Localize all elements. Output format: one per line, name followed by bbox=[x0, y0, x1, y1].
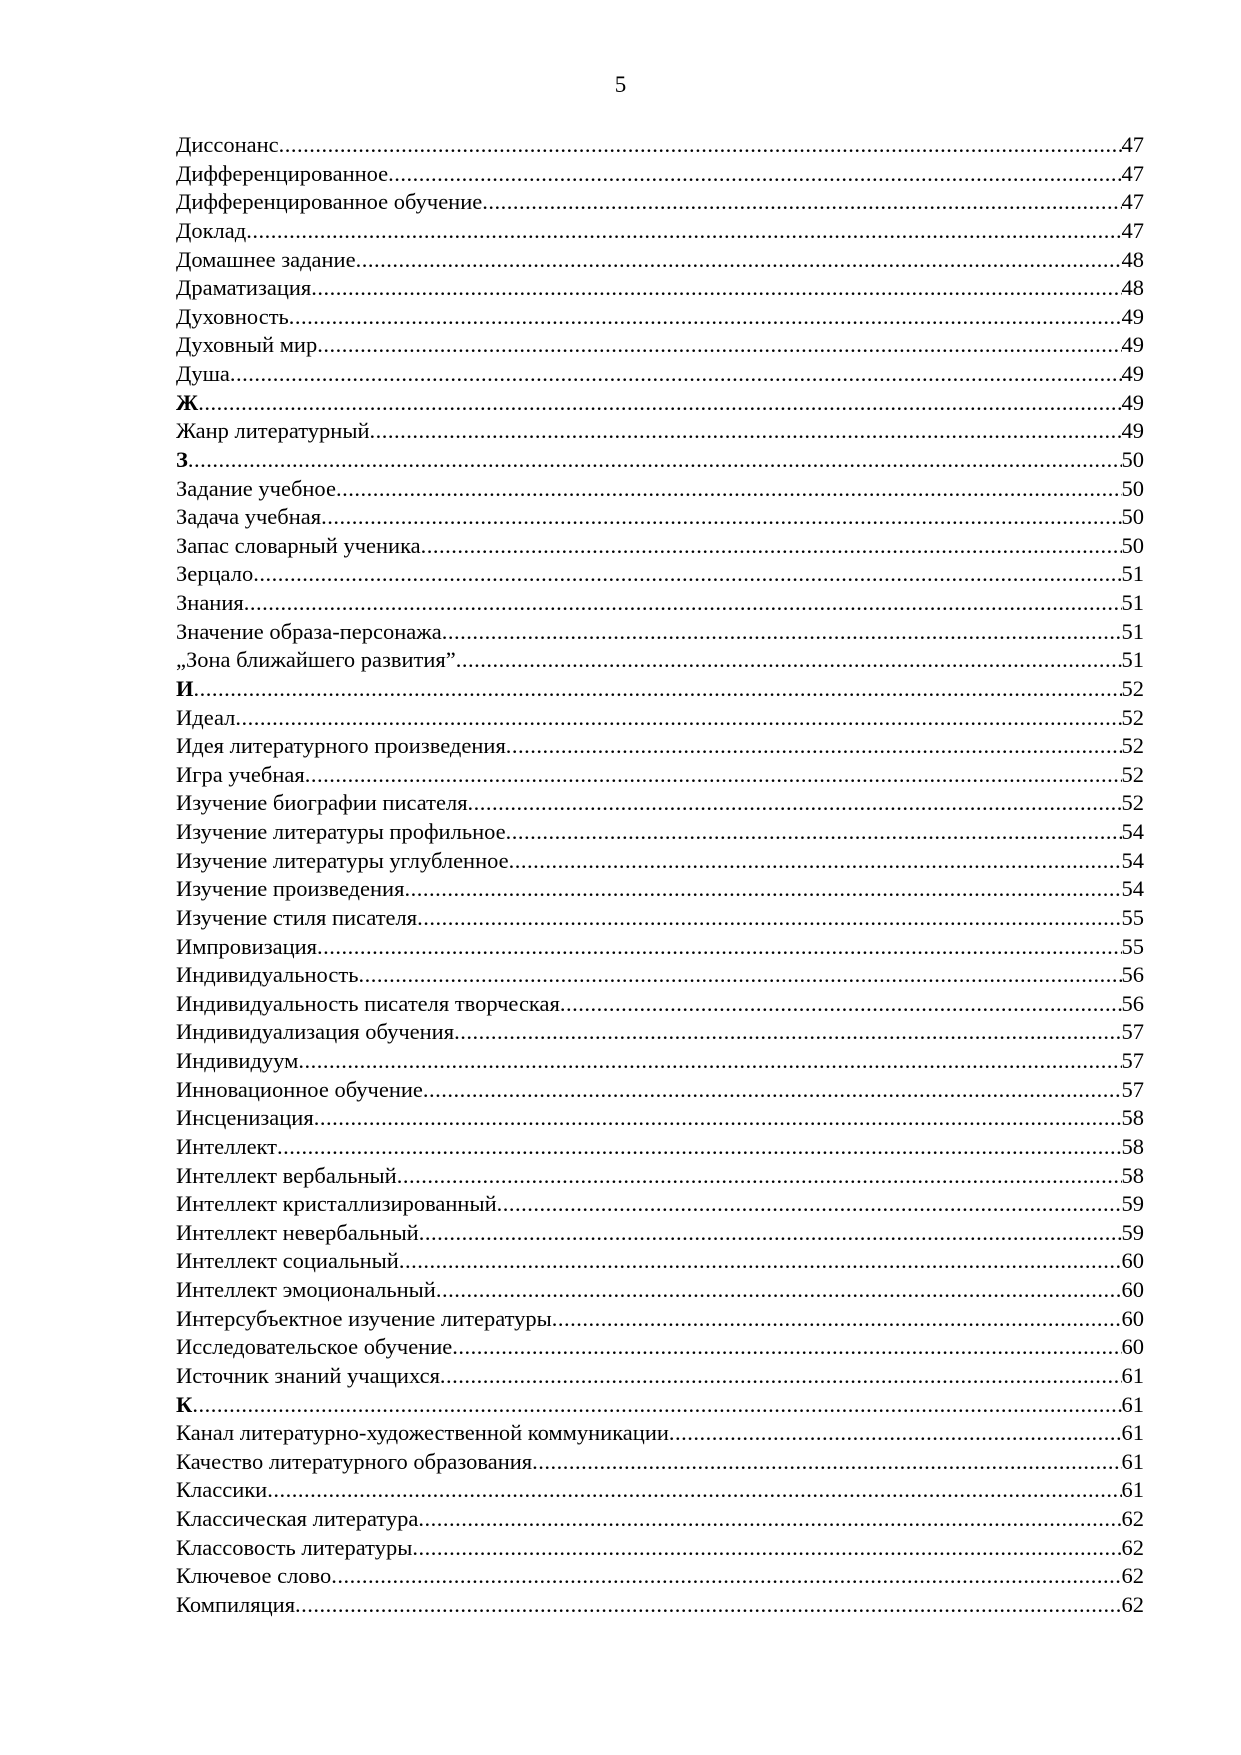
dot-leader bbox=[336, 475, 1122, 504]
toc-entry[interactable] bbox=[176, 732, 1144, 761]
dot-leader bbox=[246, 217, 1121, 246]
dot-leader bbox=[468, 789, 1122, 818]
toc-entry-page: 47 bbox=[1121, 189, 1144, 215]
toc-entry-term: Игра учебная bbox=[176, 761, 305, 787]
dot-leader bbox=[244, 589, 1122, 618]
toc-entry[interactable] bbox=[176, 360, 1144, 389]
dot-leader bbox=[419, 1219, 1122, 1248]
dot-leader bbox=[279, 131, 1122, 160]
toc-entry-term: Доклад bbox=[176, 217, 247, 243]
toc-entry[interactable] bbox=[176, 246, 1144, 275]
toc-entry-page: 51 bbox=[1121, 647, 1144, 673]
toc-entry-page: 60 bbox=[1121, 1305, 1144, 1331]
toc-entry-page: 55 bbox=[1121, 933, 1144, 959]
toc-entry-page: 62 bbox=[1121, 1534, 1144, 1560]
toc-entry-page: 55 bbox=[1121, 904, 1144, 930]
dot-leader bbox=[397, 1162, 1122, 1191]
toc-entry-page: 60 bbox=[1121, 1248, 1144, 1274]
dot-leader bbox=[482, 188, 1121, 217]
toc-entry-page: 56 bbox=[1121, 990, 1144, 1016]
toc-entry-term: К bbox=[176, 1391, 193, 1417]
toc-entry-page: 61 bbox=[1121, 1448, 1144, 1474]
table-of-contents bbox=[176, 131, 1144, 1620]
toc-entry-page: 61 bbox=[1121, 1391, 1144, 1417]
toc-entry-page: 59 bbox=[1121, 1219, 1144, 1245]
toc-entry-page: 54 bbox=[1121, 876, 1144, 902]
toc-entry[interactable] bbox=[176, 1419, 1144, 1448]
dot-leader bbox=[331, 1562, 1121, 1591]
dot-leader bbox=[356, 246, 1122, 275]
toc-entry-term: Драматизация bbox=[176, 275, 312, 301]
toc-entry[interactable] bbox=[176, 1534, 1144, 1563]
toc-entry-term: З bbox=[176, 446, 188, 472]
toc-entry-term: Качество литературного образования bbox=[176, 1448, 533, 1474]
dot-leader bbox=[289, 303, 1122, 332]
dot-leader bbox=[497, 1190, 1122, 1219]
toc-entry-page: 61 bbox=[1121, 1477, 1144, 1503]
toc-entry-term: Классовость литературы bbox=[176, 1534, 413, 1560]
toc-entry-page: 61 bbox=[1121, 1362, 1144, 1388]
toc-entry-term: Индивидуальность писателя творческая bbox=[176, 990, 560, 1016]
toc-entry[interactable] bbox=[176, 1562, 1144, 1591]
dot-leader bbox=[404, 875, 1121, 904]
toc-entry-page: 49 bbox=[1121, 389, 1144, 415]
toc-entry[interactable] bbox=[176, 532, 1144, 561]
toc-section-letter[interactable] bbox=[176, 675, 1144, 704]
dot-leader bbox=[442, 618, 1122, 647]
toc-entry-page: 57 bbox=[1121, 1076, 1144, 1102]
dot-leader bbox=[669, 1419, 1122, 1448]
toc-entry[interactable] bbox=[176, 1162, 1144, 1191]
dot-leader bbox=[506, 818, 1122, 847]
toc-entry-page: 56 bbox=[1121, 962, 1144, 988]
toc-entry-page: 61 bbox=[1121, 1420, 1144, 1446]
toc-entry-term: Запас словарный ученика bbox=[176, 532, 421, 558]
dot-leader bbox=[298, 1047, 1121, 1076]
dot-leader bbox=[235, 704, 1121, 733]
dot-leader bbox=[552, 1305, 1122, 1334]
dot-leader bbox=[452, 1333, 1121, 1362]
toc-entry-term: Индивидуум bbox=[176, 1048, 299, 1073]
toc-entry-term: Знания bbox=[176, 590, 244, 615]
toc-entry-term: Жанр литературный bbox=[176, 418, 370, 444]
toc-entry-page: 50 bbox=[1121, 504, 1144, 530]
toc-entry-page: 62 bbox=[1121, 1506, 1144, 1531]
toc-entry-page: 49 bbox=[1121, 303, 1144, 329]
toc-entry-page: 50 bbox=[1121, 532, 1144, 558]
toc-entry[interactable] bbox=[176, 560, 1144, 589]
toc-entry[interactable] bbox=[176, 331, 1144, 360]
toc-entry-term: Ж bbox=[176, 389, 199, 415]
toc-entry[interactable] bbox=[176, 1104, 1144, 1133]
toc-entry-term: Зерцало bbox=[176, 561, 254, 587]
toc-entry[interactable] bbox=[176, 1247, 1144, 1276]
dot-leader bbox=[253, 560, 1121, 589]
toc-entry-page: 49 bbox=[1121, 418, 1144, 444]
toc-entry-term: Компиляция bbox=[176, 1591, 296, 1617]
toc-entry-page: 62 bbox=[1121, 1591, 1144, 1617]
toc-entry-page: 54 bbox=[1121, 819, 1144, 844]
toc-entry-term: Импровизация bbox=[176, 933, 317, 959]
toc-entry[interactable] bbox=[176, 1018, 1144, 1047]
toc-entry-term: Инсценизация bbox=[176, 1105, 314, 1131]
toc-entry-term: Инновационное обучение bbox=[176, 1076, 423, 1102]
toc-entry-page: 59 bbox=[1121, 1191, 1144, 1217]
toc-entry[interactable] bbox=[176, 188, 1144, 217]
dot-leader bbox=[192, 1391, 1121, 1420]
dot-leader bbox=[418, 1505, 1121, 1534]
toc-entry-page: 52 bbox=[1121, 790, 1144, 816]
toc-entry-page: 52 bbox=[1121, 675, 1144, 701]
dot-leader bbox=[317, 331, 1121, 360]
toc-entry-term: Классики bbox=[176, 1477, 268, 1503]
toc-entry-term: Интерсубъектное изучение литературы bbox=[176, 1305, 552, 1331]
toc-entry[interactable] bbox=[176, 904, 1144, 933]
toc-entry-term: Духовный мир bbox=[176, 332, 318, 358]
dot-leader bbox=[369, 417, 1121, 446]
toc-entry[interactable] bbox=[176, 1133, 1144, 1162]
toc-entry[interactable] bbox=[176, 1448, 1144, 1477]
toc-entry[interactable] bbox=[176, 933, 1144, 962]
toc-entry-page: 49 bbox=[1121, 332, 1144, 358]
toc-entry-page: 58 bbox=[1121, 1162, 1144, 1188]
toc-entry[interactable] bbox=[176, 1047, 1144, 1076]
toc-entry[interactable] bbox=[176, 1505, 1144, 1534]
toc-entry[interactable] bbox=[176, 1362, 1144, 1391]
toc-entry-term: Диссонанс bbox=[176, 132, 279, 157]
toc-entry-term: Идея литературного произведения bbox=[176, 733, 506, 759]
toc-entry-term: Индивидуализация обучения bbox=[176, 1019, 455, 1045]
toc-entry-term: Дифференцированное bbox=[176, 160, 389, 186]
toc-entry[interactable] bbox=[176, 503, 1144, 532]
toc-entry-page: 48 bbox=[1121, 275, 1144, 301]
toc-entry-term: Духовность bbox=[176, 303, 289, 329]
toc-entry-term: Душа bbox=[176, 361, 230, 386]
toc-entry-term: Задача учебная bbox=[176, 504, 322, 530]
toc-entry-page: 58 bbox=[1121, 1105, 1144, 1131]
toc-section-letter[interactable] bbox=[176, 1391, 1144, 1420]
dot-leader bbox=[423, 1076, 1122, 1105]
dot-leader bbox=[436, 1276, 1122, 1305]
dot-leader bbox=[506, 732, 1122, 761]
dot-leader bbox=[305, 761, 1122, 790]
dot-leader bbox=[198, 389, 1121, 418]
dot-leader bbox=[321, 503, 1121, 532]
toc-entry[interactable] bbox=[176, 131, 1144, 160]
toc-entry-term: Идеал bbox=[176, 704, 236, 730]
toc-entry-page: 62 bbox=[1121, 1563, 1144, 1589]
dot-leader bbox=[399, 1247, 1122, 1276]
dot-leader bbox=[454, 1018, 1121, 1047]
dot-leader bbox=[194, 675, 1122, 704]
toc-entry[interactable] bbox=[176, 160, 1144, 189]
toc-entry-term: Домашнее задание bbox=[176, 246, 356, 272]
toc-entry-page: 51 bbox=[1121, 561, 1144, 587]
toc-entry-term: Канал литературно-художественной коммуникации bbox=[176, 1420, 669, 1446]
dot-leader bbox=[188, 446, 1122, 475]
toc-entry-page: 60 bbox=[1121, 1334, 1144, 1360]
toc-entry[interactable] bbox=[176, 761, 1144, 790]
toc-entry[interactable] bbox=[176, 217, 1144, 246]
dot-leader bbox=[317, 933, 1122, 962]
dot-leader bbox=[412, 1534, 1121, 1563]
toc-entry[interactable] bbox=[176, 1219, 1144, 1248]
dot-leader bbox=[230, 360, 1122, 389]
toc-entry-page: 57 bbox=[1121, 1048, 1144, 1073]
toc-entry-term: Изучение литературы профильное bbox=[176, 819, 506, 844]
toc-entry-page: 48 bbox=[1121, 246, 1144, 272]
toc-entry-page: 50 bbox=[1121, 475, 1144, 501]
toc-entry-term: Изучение литературы углубленное bbox=[176, 847, 509, 873]
dot-leader bbox=[421, 532, 1122, 561]
toc-entry-page: 57 bbox=[1121, 1019, 1144, 1045]
dot-leader bbox=[456, 646, 1122, 675]
toc-entry[interactable] bbox=[176, 961, 1144, 990]
dot-leader bbox=[311, 274, 1121, 303]
toc-entry-term: Интеллект bbox=[176, 1133, 278, 1159]
dot-leader bbox=[560, 990, 1122, 1019]
dot-leader bbox=[417, 904, 1121, 933]
toc-entry-page: 50 bbox=[1121, 446, 1144, 472]
dot-leader bbox=[440, 1362, 1122, 1391]
toc-entry-term: Исследовательское обучение bbox=[176, 1334, 453, 1360]
toc-entry[interactable] bbox=[176, 589, 1144, 618]
toc-entry[interactable] bbox=[176, 1333, 1144, 1362]
toc-entry[interactable] bbox=[176, 303, 1144, 332]
toc-entry[interactable] bbox=[176, 847, 1144, 876]
toc-entry[interactable] bbox=[176, 818, 1144, 847]
toc-entry-term: Интеллект эмоциональный bbox=[176, 1277, 436, 1302]
toc-entry-term: Изучение стиля писателя bbox=[176, 904, 418, 930]
dot-leader bbox=[509, 847, 1122, 876]
dot-leader bbox=[358, 961, 1121, 990]
toc-entry-page: 47 bbox=[1121, 217, 1144, 243]
toc-entry-term: Интеллект невербальный bbox=[176, 1219, 419, 1245]
toc-entry[interactable] bbox=[176, 1305, 1144, 1334]
toc-entry-term: Значение образа-персонажа bbox=[176, 618, 442, 644]
toc-entry[interactable] bbox=[176, 646, 1144, 675]
toc-entry-term: Ключевое слово bbox=[176, 1563, 332, 1589]
toc-entry[interactable] bbox=[176, 789, 1144, 818]
toc-entry-term: Классическая литература bbox=[176, 1506, 419, 1531]
toc-entry-page: 49 bbox=[1121, 361, 1144, 386]
toc-entry[interactable] bbox=[176, 1190, 1144, 1219]
dot-leader bbox=[314, 1104, 1122, 1133]
toc-entry-page: 51 bbox=[1121, 590, 1144, 615]
toc-entry-page: 60 bbox=[1121, 1277, 1144, 1302]
toc-entry[interactable] bbox=[176, 1476, 1144, 1505]
toc-entry-term: Интеллект кристаллизированный bbox=[176, 1191, 497, 1217]
toc-entry-term: „Зона ближайшего развития” bbox=[176, 647, 456, 673]
toc-entry-term: Источник знаний учащихся bbox=[176, 1362, 440, 1388]
toc-entry-page: 47 bbox=[1121, 160, 1144, 186]
toc-entry[interactable] bbox=[176, 1591, 1144, 1620]
toc-entry-page: 54 bbox=[1121, 847, 1144, 873]
toc-entry[interactable] bbox=[176, 875, 1144, 904]
dot-leader bbox=[267, 1476, 1121, 1505]
toc-entry[interactable] bbox=[176, 1076, 1144, 1105]
toc-section-letter[interactable] bbox=[176, 389, 1144, 418]
toc-entry-page: 51 bbox=[1121, 618, 1144, 644]
toc-entry-term: Интеллект вербальный bbox=[176, 1162, 397, 1188]
page-number: 5 bbox=[614, 72, 627, 97]
toc-entry[interactable] bbox=[176, 274, 1144, 303]
toc-entry-term: Дифференцированное обучение bbox=[176, 189, 483, 215]
toc-entry-page: 52 bbox=[1121, 704, 1144, 730]
toc-section-letter[interactable] bbox=[176, 446, 1144, 475]
toc-entry-term: Изучение биографии писателя bbox=[176, 790, 468, 816]
toc-entry-term: Индивидуальность bbox=[176, 962, 359, 988]
toc-entry-term: И bbox=[176, 675, 194, 701]
toc-entry-term: Изучение произведения bbox=[176, 876, 405, 902]
toc-entry[interactable] bbox=[176, 618, 1144, 647]
toc-entry[interactable] bbox=[176, 1276, 1144, 1305]
toc-entry[interactable] bbox=[176, 417, 1144, 446]
dot-leader bbox=[532, 1448, 1121, 1477]
toc-entry-page: 52 bbox=[1121, 733, 1144, 759]
toc-entry[interactable] bbox=[176, 475, 1144, 504]
toc-entry-page: 52 bbox=[1121, 761, 1144, 787]
dot-leader bbox=[277, 1133, 1121, 1162]
dot-leader bbox=[388, 160, 1121, 189]
toc-entry-page: 47 bbox=[1121, 132, 1144, 157]
toc-entry-term: Задание учебное bbox=[176, 475, 336, 501]
toc-entry[interactable] bbox=[176, 704, 1144, 733]
toc-entry[interactable] bbox=[176, 990, 1144, 1019]
dot-leader bbox=[295, 1591, 1121, 1620]
toc-entry-term: Интеллект социальный bbox=[176, 1248, 399, 1274]
toc-entry-page: 58 bbox=[1121, 1133, 1144, 1159]
